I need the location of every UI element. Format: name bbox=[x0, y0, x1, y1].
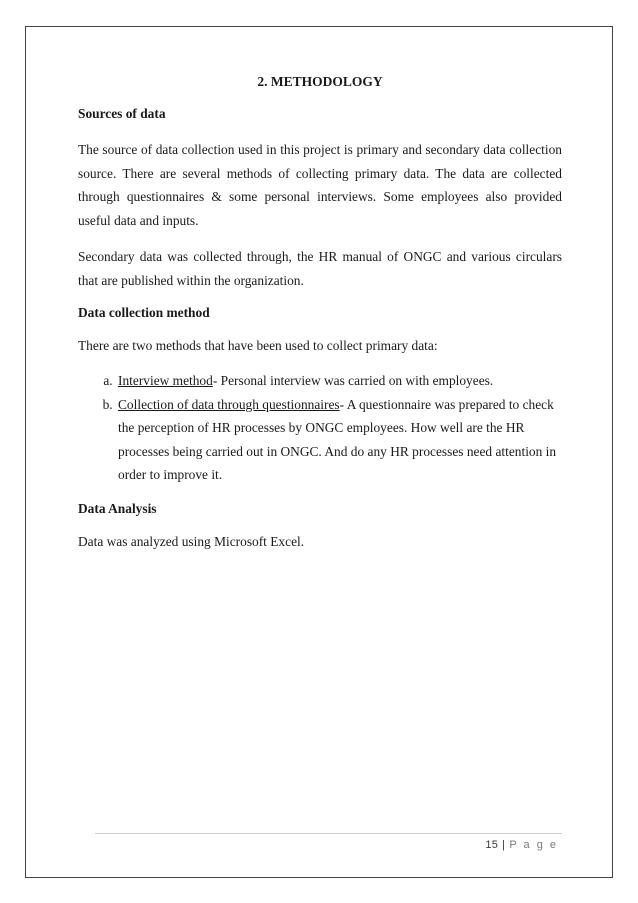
footer-divider bbox=[95, 833, 562, 834]
page-label: P a g e bbox=[509, 839, 558, 851]
method-list bbox=[78, 369, 562, 487]
sources-paragraph-2: Secondary data was collected through, the HR manual of ONGC and various circulars that are published within the organization. bbox=[78, 249, 562, 288]
sources-heading: Sources of data bbox=[78, 106, 166, 121]
list-item-term: Collection of data through questionnaires bbox=[118, 396, 340, 412]
method-heading: Data collection method bbox=[78, 305, 210, 320]
page-number: 15 bbox=[485, 839, 499, 851]
list-item-text: - Personal interview was carried on with employees. bbox=[212, 373, 494, 388]
page-title: 2. METHODOLOGY bbox=[257, 74, 383, 89]
list-item bbox=[116, 393, 562, 487]
sources-paragraph-1: The source of data collection used in this project is primary and secondary data collection source. There are several methods of collecting primary data. The data are collected through questionnaires & some personal interviews. Some employees also provided useful data and inputs. bbox=[78, 142, 562, 228]
list-item-term: Interview method bbox=[118, 373, 213, 388]
analysis-heading: Data Analysis bbox=[78, 500, 157, 516]
list-item bbox=[116, 369, 562, 393]
analysis-text: Data was analyzed using Microsoft Excel. bbox=[78, 533, 305, 549]
method-intro: There are two methods that have been used to collect primary data: bbox=[78, 338, 438, 353]
document-body bbox=[78, 74, 562, 567]
page-footer bbox=[485, 839, 558, 851]
footer-separator: | bbox=[502, 839, 506, 851]
list-item-text: - A questionnaire was prepared to check the perception of HR processes by ONGC employees. How well are the HR processes being carried out in ONGC. And do any HR processes need attention in order to improve it. bbox=[118, 396, 557, 482]
